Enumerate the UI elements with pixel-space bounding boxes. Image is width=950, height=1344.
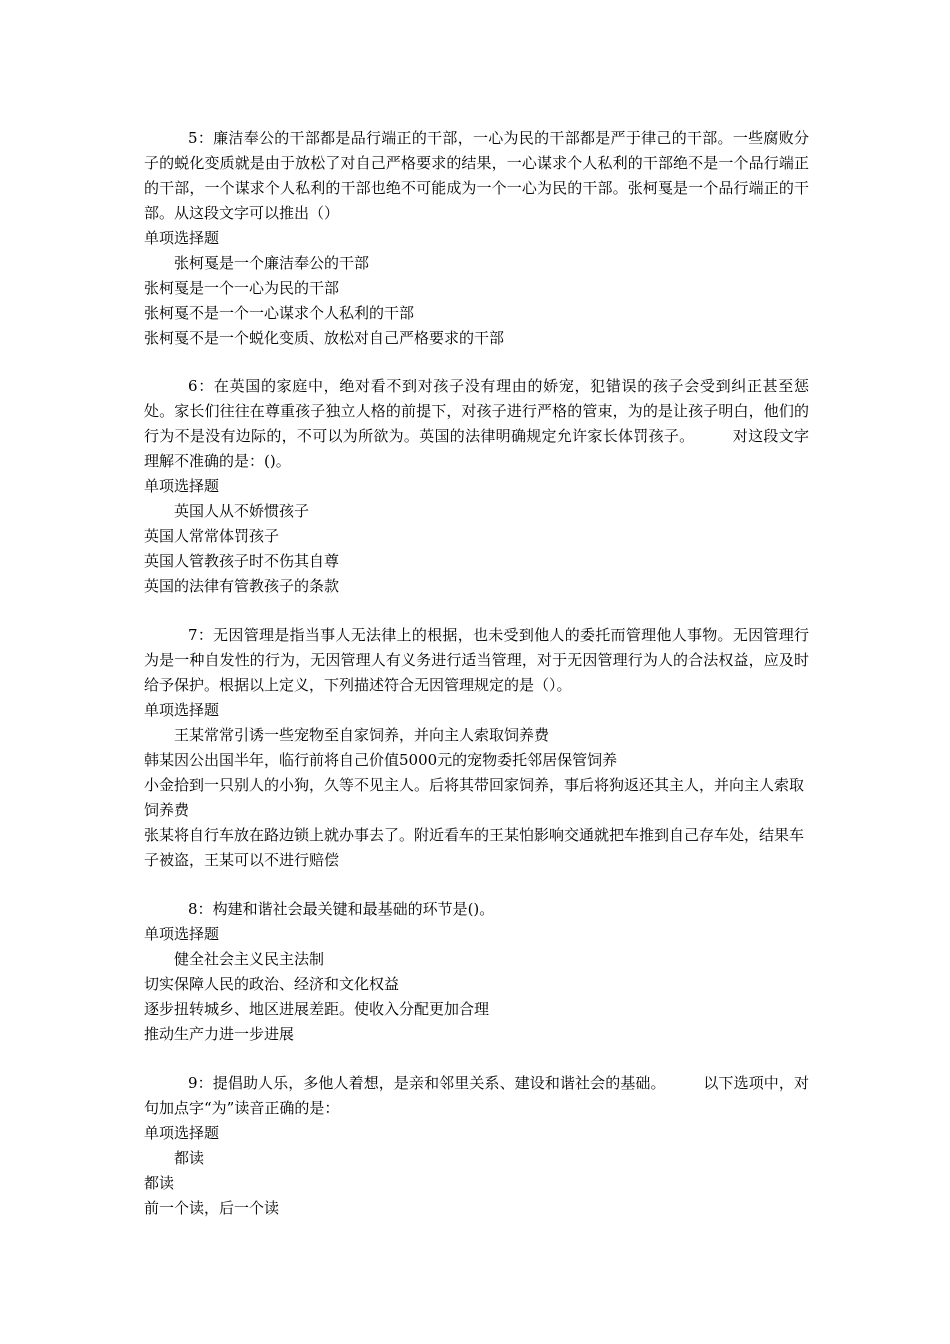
question-type: 单项选择题 — [144, 477, 220, 495]
option-c[interactable]: 小金拾到一只别人的小狗，久等不见主人。后将其带回家饲养，事后将狗返还其主人，并向主人索取饲养费 — [144, 776, 805, 819]
question-type: 单项选择题 — [144, 229, 220, 247]
option-a[interactable]: 王某常常引诱一些宠物至自家饲养，并向主人索取饲养费 — [174, 726, 550, 744]
option-b[interactable]: 切实保障人民的政治、经济和文化权益 — [144, 975, 400, 993]
option-c[interactable]: 张柯戛不是一个一心谋求个人私利的干部 — [144, 304, 415, 322]
question-number: 8 — [188, 900, 198, 918]
question-number: 5 — [188, 129, 198, 147]
question-stem: 5：廉洁奉公的干部都是品行端正的干部，一心为民的干部都是严于律己的干部。一些腐败分子的蜕化变质就是由于放松了对自己严格要求的结果，一心谋求个人私利的干部绝不是一个品行端正的干部，一个谋求个人私利的干部也绝不可能成为一个一心为民的干部。张柯戛是一个品行端正的干部。从这段文字可以推出（） — [144, 129, 809, 222]
question-8 — [144, 897, 809, 1047]
option-c[interactable]: 逐步扭转城乡、地区进展差距。使收入分配更加合理 — [144, 1000, 490, 1018]
option-b[interactable]: 张柯戛是一个一心为民的干部 — [144, 279, 340, 297]
option-c[interactable]: 英国人管教孩子时不伤其自尊 — [144, 552, 340, 570]
question-stem: 7：无因管理是指当事人无法律上的根据，也未受到他人的委托而管理他人事物。无因管理行为是一种自发性的行为，无因管理人有义务进行适当管理，对于无因管理行为人的合法权益，应及时给予保护。根据以上定义，下列描述符合无因管理规定的是（）。 — [144, 626, 809, 694]
question-type: 单项选择题 — [144, 701, 220, 719]
question-stem: 6：在英国的家庭中，绝对看不到对孩子没有理由的娇宠，犯错误的孩子会受到纠正甚至惩处。家长们往往在尊重孩子独立人格的前提下，对孩子进行严格的管束，为的是让孩子明白，他们的行为不是没有边际的，不可以为所欲为。英国的法律明确规定允许家长体罚孩子。 对这段文字理解不准确的是：()。 — [144, 377, 809, 470]
question-text: 廉洁奉公的干部都是品行端正的干部，一心为民的干部都是严于律己的干部。一些腐败分子的蜕化变质就是由于放松了对自己严格要求的结果，一心谋求个人私利的干部绝不是一个品行端正的干部，一个谋求个人私利的干部也绝不可能成为一个一心为民的干部。张柯戛是一个品行端正的干部。从这段文字可以推出（） — [144, 129, 809, 222]
question-text: 构建和谐社会最关键和最基础的环节是()。 — [212, 900, 495, 918]
option-b[interactable]: 韩某因公出国半年，临行前将自己价值5000元的宠物委托邻居保管饲养 — [144, 751, 618, 769]
question-7 — [144, 623, 809, 873]
option-a[interactable]: 都读 — [174, 1149, 205, 1167]
option-d[interactable]: 推动生产力进一步进展 — [144, 1025, 295, 1043]
option-a[interactable]: 张柯戛是一个廉洁奉公的干部 — [174, 254, 370, 272]
question-type: 单项选择题 — [144, 1124, 220, 1142]
option-d[interactable]: 英国的法律有管教孩子的条款 — [144, 577, 340, 595]
question-type: 单项选择题 — [144, 925, 220, 943]
question-stem: 8：构建和谐社会最关键和最基础的环节是()。 — [188, 900, 495, 918]
question-text: 在英国的家庭中，绝对看不到对孩子没有理由的娇宠，犯错误的孩子会受到纠正甚至惩处。家长们往往在尊重孩子独立人格的前提下，对孩子进行严格的管束，为的是让孩子明白，他们的行为不是没有边际的，不可以为所欲为。英国的法律明确规定允许家长体罚孩子。 对这段文字理解不准确的是：()。 — [144, 377, 809, 470]
option-c[interactable]: 前一个读，后一个读 — [144, 1199, 280, 1217]
question-number: 7 — [188, 626, 198, 644]
question-number: 9 — [188, 1074, 198, 1092]
option-b[interactable]: 英国人常常体罚孩子 — [144, 527, 280, 545]
question-6 — [144, 374, 809, 599]
question-5 — [144, 126, 809, 351]
option-a[interactable]: 健全社会主义民主法制 — [174, 950, 325, 968]
question-stem: 9：提倡助人乐，多他人着想，是亲和邻里关系、建设和谐社会的基础。 以下选项中，对句加点字“为”读音正确的是： — [144, 1074, 809, 1117]
option-d[interactable]: 张某将自行车放在路边锁上就办事去了。附近看车的王某怕影响交通就把车推到自己存车处，结果车子被盗，王某可以不进行赔偿 — [144, 826, 805, 869]
question-text: 无因管理是指当事人无法律上的根据，也未受到他人的委托而管理他人事物。无因管理行为是一种自发性的行为，无因管理人有义务进行适当管理，对于无因管理行为人的合法权益，应及时给予保护。根据以上定义，下列描述符合无因管理规定的是（）。 — [144, 626, 809, 694]
option-d[interactable]: 张柯戛不是一个蜕化变质、放松对自己严格要求的干部 — [144, 329, 505, 347]
question-text: 提倡助人乐，多他人着想，是亲和邻里关系、建设和谐社会的基础。 以下选项中，对句加点字“为”读音正确的是： — [144, 1074, 809, 1117]
option-b[interactable]: 都读 — [144, 1174, 175, 1192]
option-a[interactable]: 英国人从不娇惯孩子 — [174, 502, 310, 520]
question-9 — [144, 1071, 809, 1221]
question-number: 6 — [188, 377, 198, 395]
